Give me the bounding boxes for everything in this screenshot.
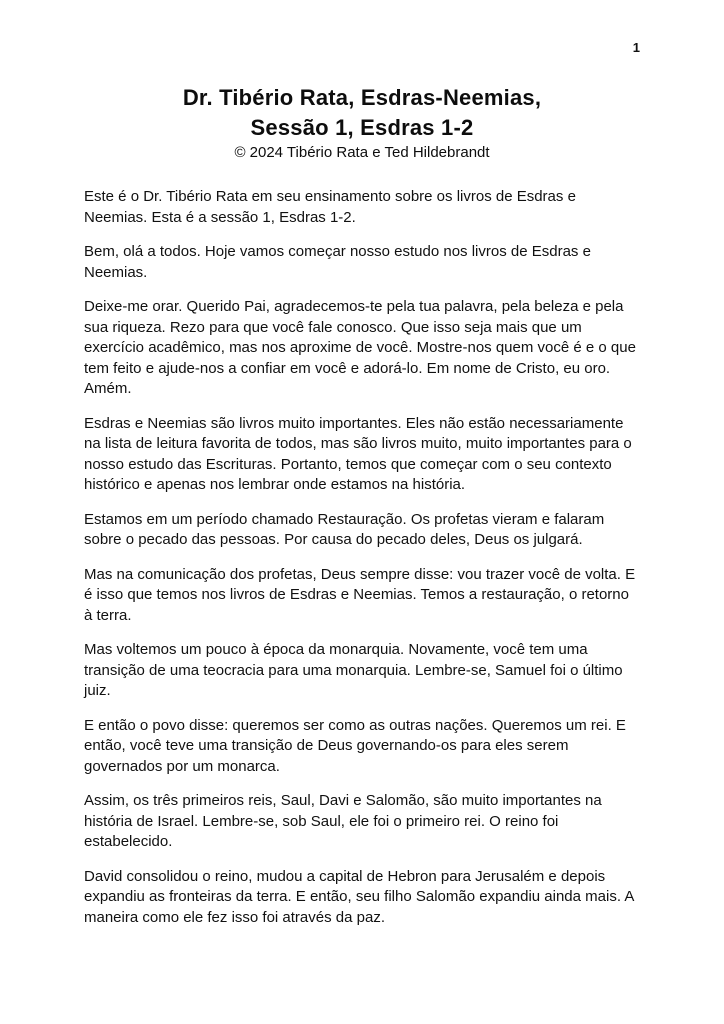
paragraph-prayer: Deixe-me orar. Querido Pai, agradecemos-te pela tua palavra, pela beleza e pela sua riqueza. Rezo para que você fale conosco. Que isso seja mais que um exercício acadêmico, mas nos aproxime de você. Mostre-nos quem você é e o que tem feito e ajude-nos a confiar em você e adorá-lo. Em nome de Cristo, eu oro. Amém.	[84, 298, 636, 397]
page-number: 1	[632, 40, 640, 55]
paragraph-intro: Este é o Dr. Tibério Rata em seu ensinamento sobre os livros de Esdras e Neemias. Esta é a sessão 1, Esdras 1-2.	[84, 188, 576, 226]
paragraph-prophets-promise: Mas na comunicação dos profetas, Deus sempre disse: vou trazer você de volta. E é isso que temos nos livros de Esdras e Neemias. Temos a restauração, o retorno à terra.	[84, 565, 636, 624]
paragraph-monarchy-transition: Mas voltemos um pouco à época da monarquia. Novamente, você tem uma transição de uma teocracia para uma monarquia. Lembre-se, Samuel foi o último juiz.	[84, 641, 623, 699]
copyright-line: © 2024 Tibério Rata e Ted Hildebrandt	[234, 144, 490, 161]
document-title-line-1: Dr. Tibério Rata, Esdras-Neemias,	[182, 85, 542, 110]
paragraph-greeting: Bem, olá a todos. Hoje vamos começar nosso estudo nos livros de Esdras e Neemias.	[84, 243, 591, 281]
paragraph-david-solomon: David consolidou o reino, mudou a capital de Hebron para Jerusalém e depois expandiu as fronteiras da terra. E então, seu filho Salomão expandiu ainda mais. A maneira como ele fez isso foi através da paz.	[84, 867, 634, 926]
document-title	[84, 83, 640, 143]
document-body	[84, 187, 640, 928]
document-title-line-2: Sessão 1, Esdras 1-2	[250, 115, 474, 140]
paragraph-first-three-kings: Assim, os três primeiros reis, Saul, Davi e Salomão, são muito importantes na história de Israel. Lembre-se, sob Saul, ele foi o primeiro rei. O reino foi estabelecido.	[84, 792, 602, 850]
paragraph-importance: Esdras e Neemias são livros muito importantes. Eles não estão necessariamente na lista de leitura favorita de todos, mas são livros muito, muito importantes para o nosso estudo das Escrituras. Portanto, temos que começar com o seu contexto histórico e apenas nos lembrar onde estamos na história.	[84, 414, 632, 493]
paragraph-restoration-period: Estamos em um período chamado Restauração. Os profetas vieram e falaram sobre o pecado das pessoas. Por causa do pecado deles, Deus os julgará.	[84, 510, 605, 548]
paragraph-people-want-king: E então o povo disse: queremos ser como as outras nações. Queremos um rei. E então, você teve uma transição de Deus governando-os para eles serem governados por um monarca.	[84, 716, 626, 775]
